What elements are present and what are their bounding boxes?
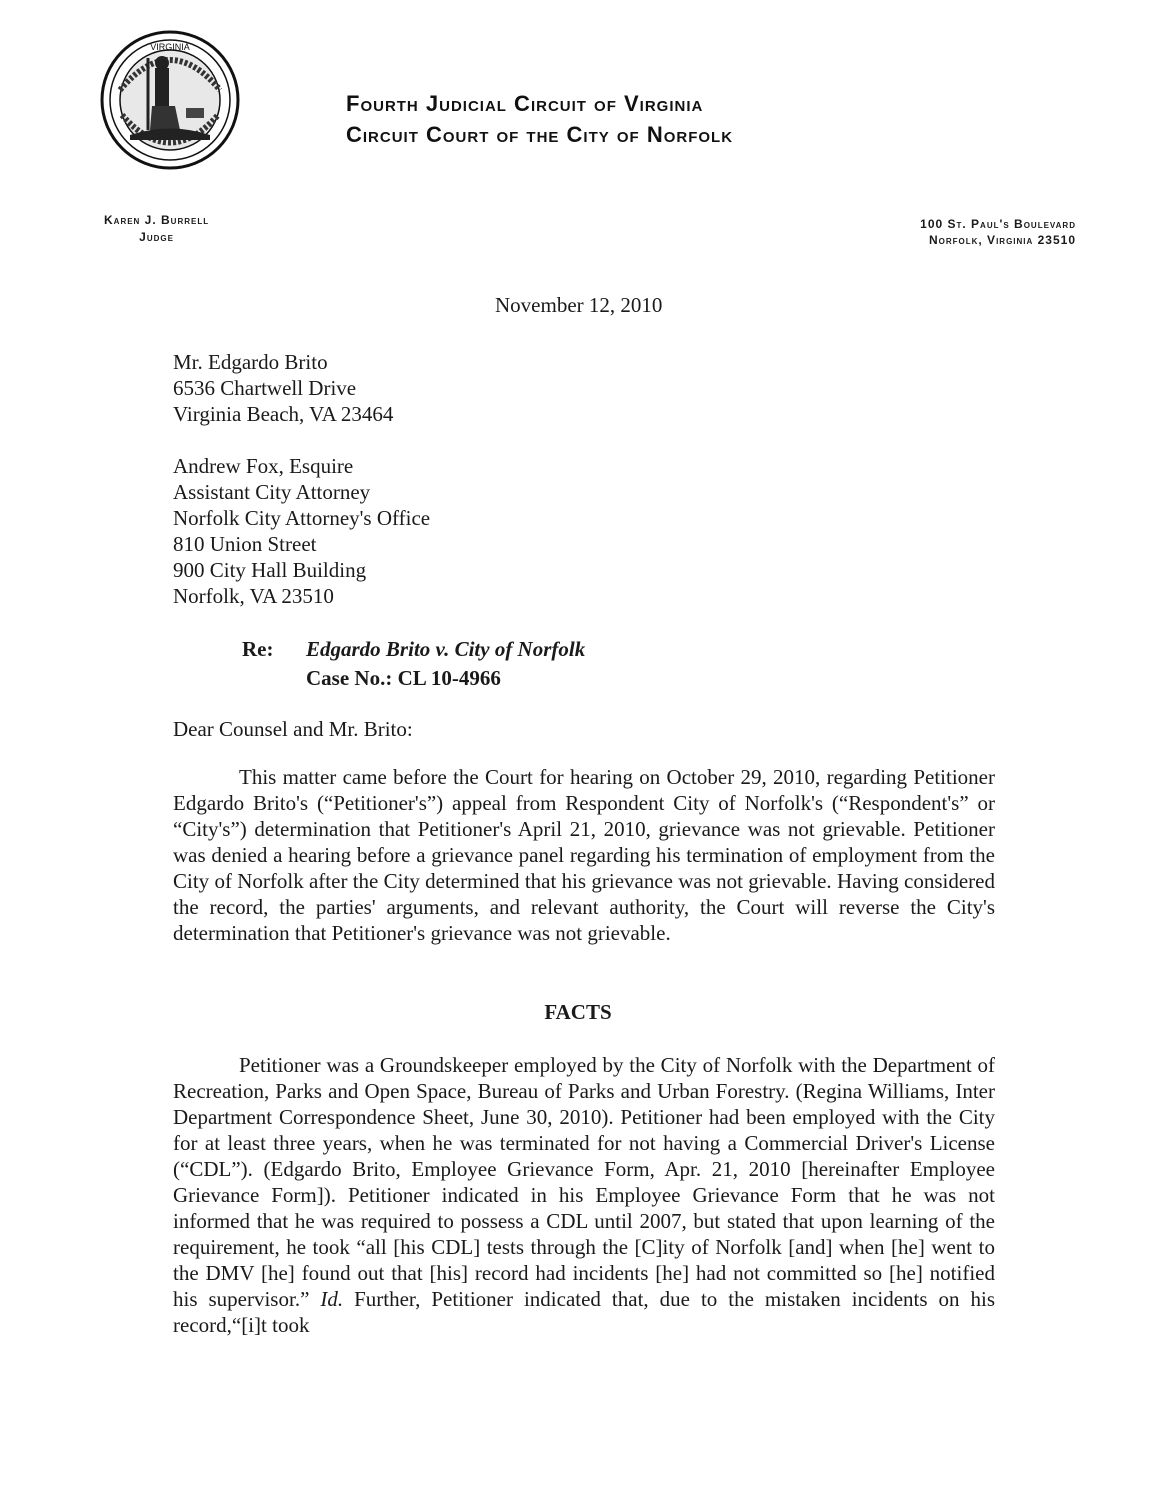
case-number: Case No.: CL 10-4966 bbox=[306, 666, 501, 690]
circuit-name: Fourth Judicial Circuit of Virginia bbox=[346, 91, 704, 116]
address-line: 900 City Hall Building bbox=[173, 558, 367, 582]
seal-text: VIRGINIA bbox=[150, 42, 190, 52]
court-name: Circuit Court of the City of Norfolk bbox=[346, 122, 734, 147]
address-line: Virginia Beach, VA 23464 bbox=[173, 402, 394, 426]
case-name: Edgardo Brito v. City of Norfolk bbox=[306, 637, 586, 661]
address-line: Assistant City Attorney bbox=[173, 480, 371, 504]
judge-block bbox=[104, 212, 209, 246]
recipient-fox bbox=[173, 453, 430, 609]
citation-id: Id. bbox=[320, 1287, 344, 1311]
judge-name: Karen J. Burrell bbox=[104, 213, 210, 227]
address-line: Norfolk, VA 23510 bbox=[173, 584, 334, 608]
address-line-2: Norfolk, Virginia 23510 bbox=[928, 233, 1076, 247]
re-line bbox=[242, 635, 585, 693]
address-line: 810 Union Street bbox=[173, 532, 317, 556]
body-paragraph-2 bbox=[173, 1052, 995, 1338]
salutation: Dear Counsel and Mr. Brito: bbox=[173, 717, 413, 741]
virginia-state-seal bbox=[100, 30, 240, 170]
address-line: Mr. Edgardo Brito bbox=[173, 350, 328, 374]
re-label: Re: bbox=[242, 637, 274, 661]
facts-heading: FACTS bbox=[544, 1000, 612, 1024]
paragraph-2-text: Petitioner was a Groundskeeper employed by the City of Norfolk with the Department of Recreation, Parks and Open Space, Bureau of Parks and Urban Forestry. (Regina Williams, Inter Department Correspondence Sheet, June 30, 2010). Petitioner had been employed with the City for at least three years, when he was terminated for not having a Commercial Driver's License (“CDL”). (Edgardo Brito, Employee Grievance Form, Apr. 21, 2010 [hereinafter Employee Grievance Form]). Petitioner indicated in his Employee Grievance Form that he was not informed that he was required to possess a CDL until 2007, but stated that upon learning of the requirement, he took “all [his CDL] tests through the [C]ity of Norfolk [and] when [he] went to the DMV [he] found out that [his] record had incidents [he] had not committed so [he] notified his supervisor.” bbox=[173, 1053, 995, 1311]
paragraph-2-tail: Further, Petitioner indicated that, due to the mistaken incidents on his record,“[i]t took bbox=[173, 1287, 995, 1337]
judge-title: Judge bbox=[139, 230, 174, 244]
letter-date: November 12, 2010 bbox=[495, 293, 663, 317]
address-line: Norfolk City Attorney's Office bbox=[173, 506, 431, 530]
address-line-1: 100 St. Paul's Boulevard bbox=[920, 217, 1076, 231]
address-line: 6536 Chartwell Drive bbox=[173, 376, 357, 400]
recipient-brito bbox=[173, 349, 393, 427]
court-address bbox=[920, 216, 1076, 248]
body-paragraph-1: This matter came before the Court for hearing on October 29, 2010, regarding Petitioner Edgardo Brito's (“Petitioner's”) appeal from Respondent City of Norfolk's (“Respondent's” or “City's”) determination that Petitioner's April 21, 2010, grievance was not grievable. Petitioner was denied a hearing before a grievance panel regarding his termination of employment from the City of Norfolk after the City determined that his grievance was not grievable. Having considered the record, the parties' arguments, and relevant authority, the Court will reverse the City's determination that Petitioner's grievance was not grievable. bbox=[173, 765, 995, 945]
court-heading bbox=[346, 88, 733, 150]
address-line: Andrew Fox, Esquire bbox=[173, 454, 354, 478]
